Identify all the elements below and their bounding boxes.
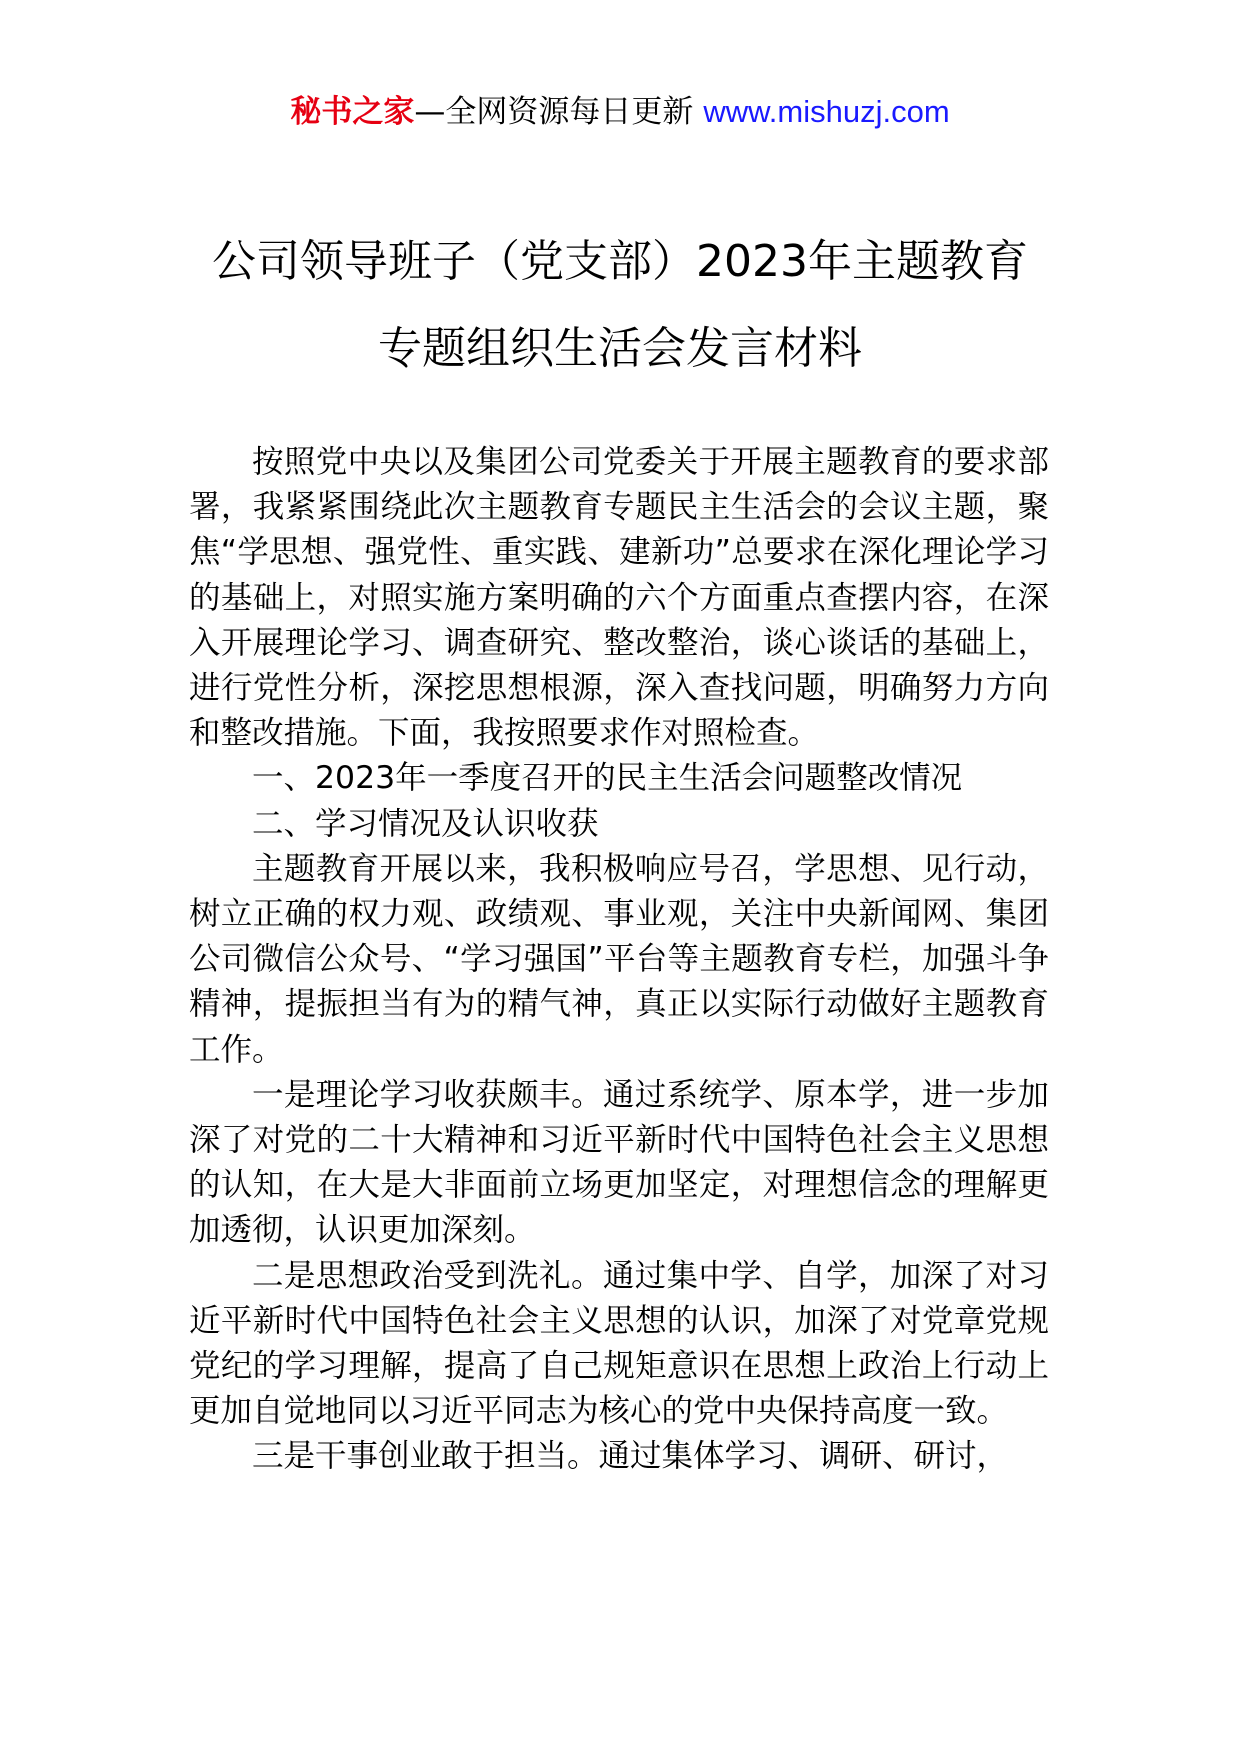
paragraph-intro: 按照党中央以及集团公司党委关于开展主题教育的要求部署，我紧紧围绕此次主题教育专题民主生活会的会议主题，聚焦“学思想、强党性、重实践、建新功”总要求在深化理论学习的基础上，对照实施方案明确的六个方面重点查摆内容，在深入开展理论学习、调查研究、整改整治，谈心谈话的基础上，进行党性分析，深挖思想根源，深入查找问题，明确努力方向和整改措施。下面，我按照要求作对照检查。 [189,444,1049,752]
paragraph-point-3: 三是干事创业敢于担当。通过集体学习、调研、研讨， [252,1438,1009,1475]
document-body [189,440,1049,1480]
site-banner [0,92,1240,132]
paragraph-point-2: 二是思想政治受到洗礼。通过集中学、自学，加深了对习近平新时代中国特色社会主义思想的认识，加深了对党章党规党纪的学习理解，提高了自己规矩意识在思想上政治上行动上更加自觉地同以习近平同志为核心的党中央保持高度一致。 [189,1257,1049,1430]
brand-name: 秘书之家 [290,94,415,130]
document-title-line-2: 专题组织生活会发言材料 [378,323,862,374]
section-heading-1: 一、2023年一季度召开的民主生活会问题整改情况 [252,760,963,797]
document-title-line-1: 公司领导班子（党支部）2023年主题教育 [212,236,1028,287]
banner-slogan: —全网资源每日更新 [414,94,694,130]
paragraph-point-1: 一是理论学习收获颇丰。通过系统学、原本学，进一步加深了对党的二十大精神和习近平新时代中国特色社会主义思想的认知，在大是大非面前立场更加坚定，对理想信念的理解更加透彻，认识更加深刻。 [189,1076,1049,1249]
section-heading-2: 二、学习情况及认识收获 [252,805,599,842]
site-url[interactable]: www.mishuzj.com [703,94,950,129]
paragraph-study: 主题教育开展以来，我积极响应号召，学思想、见行动，树立正确的权力观、政绩观、事业观，关注中央新闻网、集团公司微信公众号、“学习强国”平台等主题教育专栏，加强斗争精神，提振担当有为的精气神，真正以实际行动做好主题教育工作。 [189,850,1049,1068]
